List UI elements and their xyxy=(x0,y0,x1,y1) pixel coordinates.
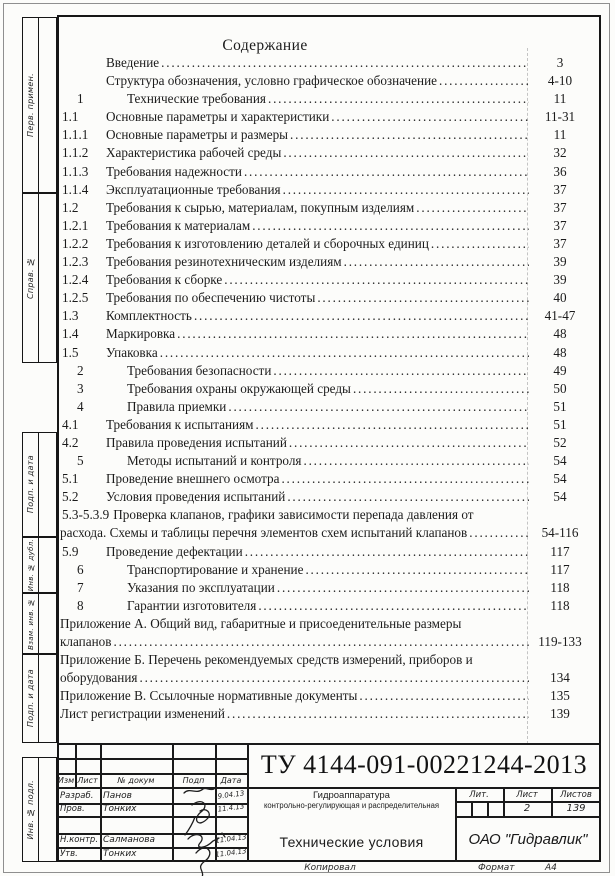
company-name: ОАО "Гидравлик" xyxy=(468,830,588,848)
toc-item-number: 7 xyxy=(77,579,84,595)
toc-row xyxy=(60,217,589,235)
toc-row xyxy=(60,434,589,452)
toc-item-number: 3 xyxy=(77,380,84,396)
toc-item-number: 5.3-5.3.9 xyxy=(62,507,110,523)
toc-page-number: 49 xyxy=(553,362,567,378)
toc-row xyxy=(60,470,589,488)
toc-row xyxy=(60,651,589,669)
toc-item-title-continued: клапанов xyxy=(60,634,112,649)
toc-page-number: 4-10 xyxy=(547,73,573,89)
dot-leader xyxy=(268,90,529,108)
toc-row xyxy=(60,398,589,416)
margin-field-label: Взам. инв. № xyxy=(26,597,35,650)
toc-item-number: 1.1.3 xyxy=(62,163,89,179)
dot-leader xyxy=(245,543,529,561)
toc-item-title: Правила приемки xyxy=(127,398,227,414)
toc-item-number: 4.1 xyxy=(62,416,79,432)
dot-leader xyxy=(303,452,529,470)
toc-page-number: 37 xyxy=(553,199,567,215)
toc-item-title: Гарантии изготовителя xyxy=(127,597,257,613)
toc-item-title: Требования к испытаниям xyxy=(106,416,254,432)
dot-leader xyxy=(290,126,529,144)
toc-item-title: Требования охраны окружающей среды xyxy=(127,380,351,396)
toc-item-number: 6 xyxy=(77,561,84,577)
toc-page-number: 37 xyxy=(553,217,567,233)
grid-line xyxy=(487,801,489,816)
toc-item-number: 5.9 xyxy=(62,543,79,559)
toc-item-number: 4 xyxy=(77,398,84,414)
lit-label: Лит. xyxy=(469,789,489,800)
toc-row xyxy=(60,380,589,398)
role-prov: Пров. xyxy=(60,804,85,814)
dot-leader xyxy=(353,380,529,398)
toc-page-number: 119-133 xyxy=(538,634,582,649)
toc-item-title: Методы испытаний и контроля xyxy=(127,453,302,469)
toc-row xyxy=(60,416,589,434)
toc-item-number: 1.5 xyxy=(62,344,79,360)
toc-item-title: Проведение дефектации xyxy=(106,543,243,559)
toc-item-number: 1.1.4 xyxy=(62,181,89,197)
margin-field-label-cell xyxy=(23,655,39,742)
margin-field-label: Подп. и дата xyxy=(26,455,35,514)
toc-page-number: 11 xyxy=(553,91,567,107)
toc-page-number: 40 xyxy=(553,290,567,306)
dot-leader xyxy=(227,705,529,723)
toc-list xyxy=(60,54,589,723)
margin-field-inv-no-podl xyxy=(22,757,57,862)
dot-leader xyxy=(344,253,529,271)
toc-row xyxy=(60,126,589,144)
product-name xyxy=(248,791,455,811)
margin-field-label: Справ. № xyxy=(26,257,35,299)
col-header-podp: Подп xyxy=(182,775,205,785)
toc-page-number: 54 xyxy=(553,489,567,505)
toc-item-title-continued: расхода. Схемы и таблицы перечня элементов схем испытаний клапанов xyxy=(60,525,468,541)
toc-item-number: 4.2 xyxy=(62,434,79,450)
toc-row xyxy=(60,344,589,362)
margin-field-value-cell xyxy=(39,594,56,653)
dot-leader xyxy=(277,579,529,597)
dot-leader xyxy=(305,561,529,579)
toc-page-number: 32 xyxy=(553,145,567,161)
dot-leader xyxy=(439,72,529,90)
dot-leader xyxy=(431,235,529,253)
toc-item-title: Основные параметры и характеристики xyxy=(106,109,330,125)
toc-page-number: 37 xyxy=(553,235,567,251)
name-utv: Тонких xyxy=(103,848,137,859)
toc-item-number: 1.2.1 xyxy=(62,217,89,233)
dot-leader xyxy=(287,488,529,506)
col-header-izm: Изм xyxy=(57,775,75,785)
toc-page-number: 118 xyxy=(550,597,570,613)
toc-item-number: 1.3 xyxy=(62,308,79,324)
toc-item-number: 1.2.4 xyxy=(62,272,89,288)
dot-leader xyxy=(283,144,529,162)
grid-line xyxy=(471,801,473,816)
dot-leader xyxy=(258,597,529,615)
toc-page-number: 48 xyxy=(553,326,567,342)
dot-leader xyxy=(194,307,529,325)
margin-field-vzam-inv-no xyxy=(22,593,57,654)
toc-page-number: 51 xyxy=(553,416,567,432)
toc-row xyxy=(60,452,589,470)
toc-page-number: 3 xyxy=(556,55,564,70)
toc-page-number: 52 xyxy=(553,434,567,450)
toc-page-number: 36 xyxy=(553,163,567,179)
toc-item-title: Эксплуатационные требования xyxy=(106,181,281,197)
margin-field-label: Инв. № дубл. xyxy=(26,538,35,592)
sheet-label: Лист xyxy=(516,789,538,800)
toc-item-title: Приложение Б. Перечень рекомендуемых средств измерений, приборов и xyxy=(60,652,473,668)
col-header-data: Дата xyxy=(220,775,242,785)
toc-row xyxy=(60,543,589,561)
signature-stroke xyxy=(185,817,195,835)
date-nkontr: 11.04.13 xyxy=(215,833,247,845)
toc-row xyxy=(60,615,589,633)
toc-item-title: Приложение А. Общий вид, габаритные и присоеденительные размеры xyxy=(60,615,462,631)
col-header-docum: № докум xyxy=(117,775,155,785)
toc-item-number: 5 xyxy=(77,453,84,469)
dot-leader xyxy=(359,687,529,705)
dot-leader xyxy=(416,199,529,217)
toc-item-title: Требования к материалам xyxy=(106,217,251,233)
document-type: Технические условия xyxy=(279,834,424,850)
name-prov: Тонких xyxy=(103,804,137,814)
toc-page-number: 11-31 xyxy=(544,109,576,125)
toc-page-number: 48 xyxy=(553,344,567,360)
toc-row xyxy=(60,72,589,90)
margin-field-label-cell xyxy=(23,594,39,653)
toc-row xyxy=(60,289,589,307)
dot-leader xyxy=(256,416,529,434)
dot-leader xyxy=(228,398,529,416)
toc-item-title: Правила проведения испытаний xyxy=(106,434,287,450)
toc-item-number: 1.1 xyxy=(62,109,79,125)
toc-row xyxy=(60,163,589,181)
toc-item-title: Основные параметры и размеры xyxy=(106,127,289,143)
toc-item-number: 8 xyxy=(77,597,84,613)
dot-leader xyxy=(160,344,529,362)
toc-item-title: Требования безопасности xyxy=(127,362,272,378)
toc-row xyxy=(60,705,589,723)
toc-item-title-continued: оборудования xyxy=(60,670,138,686)
toc-row xyxy=(60,235,589,253)
footer-copied-by: Копировал xyxy=(304,863,356,873)
toc-item-number: 1.2.3 xyxy=(62,254,89,270)
toc-row xyxy=(60,597,589,615)
margin-field-value-cell xyxy=(39,758,56,861)
toc-item-title: Введение xyxy=(106,55,160,70)
signature-stroke xyxy=(188,835,219,848)
toc-item-title: Транспортирование и хранение xyxy=(127,561,304,577)
toc-page-number: 54-116 xyxy=(541,525,579,541)
toc-item-number: 5.2 xyxy=(62,489,79,505)
toc-page-number: 39 xyxy=(553,272,567,288)
margin-field-value-cell xyxy=(39,194,56,362)
role-nkontr: Н.контр. xyxy=(60,835,99,845)
toc-page-number: 39 xyxy=(553,254,567,270)
toc-row xyxy=(60,181,589,199)
toc-item-title: Характеристика рабочей среды xyxy=(106,145,282,161)
date-razrab: 9.04.13 xyxy=(217,789,245,801)
toc-item-number: 1.2.5 xyxy=(62,290,89,306)
footer-format-value: А4 xyxy=(545,863,557,873)
dot-leader xyxy=(283,181,529,199)
toc-item-title: Приложение В. Ссылочные нормативные документы xyxy=(60,688,358,704)
toc-item-title: Технические требования xyxy=(127,91,266,107)
margin-field-value-cell xyxy=(39,538,56,592)
toc-item-number: 1.1.2 xyxy=(62,145,89,161)
sheets-total: 139 xyxy=(566,803,586,814)
margin-field-label: Подп. и дата xyxy=(26,669,35,728)
dot-leader xyxy=(113,633,529,651)
toc-row xyxy=(60,488,589,506)
toc-page-number: 54 xyxy=(553,471,567,487)
signature-stroke xyxy=(184,788,214,793)
role-utv: Утв. xyxy=(60,848,78,859)
toc-page-number: 50 xyxy=(553,380,567,396)
dot-leader xyxy=(252,217,529,235)
toc-item-title: Упаковка xyxy=(106,344,158,360)
toc-page-number: 11 xyxy=(553,127,567,143)
toc-row xyxy=(60,325,589,343)
margin-field-sprav-no xyxy=(22,193,57,363)
dot-leader xyxy=(244,163,529,181)
toc-item-number: 1.1.1 xyxy=(62,127,89,143)
toc-item-number: 2 xyxy=(77,362,84,378)
sheets-label: Листов xyxy=(560,789,592,800)
dot-leader xyxy=(224,271,529,289)
product-name-line2: контрольно-регулирующая и распределительная xyxy=(263,801,440,810)
toc-page-number: 117 xyxy=(550,543,570,559)
dot-leader xyxy=(139,669,529,687)
dot-leader xyxy=(317,289,529,307)
toc-row xyxy=(60,144,589,162)
dot-leader xyxy=(289,434,529,452)
toc-page-number: 135 xyxy=(550,688,570,704)
toc-item-title: Требования к сырью, материалам, покупным изделиям xyxy=(106,199,415,215)
toc-item-title: Структура обозначения, условно графическое обозначение xyxy=(106,73,437,89)
document-number: ТУ 4144-091-00221244-2013 xyxy=(260,750,588,779)
toc-page-number: 134 xyxy=(550,670,570,686)
role-razrab: Разраб. xyxy=(60,790,94,801)
product-name-line1: Гидроаппаратура xyxy=(313,790,390,801)
toc-item-title: Требования к сборке xyxy=(106,272,223,288)
toc-item-title: Маркировка xyxy=(106,326,176,342)
toc-row-continuation xyxy=(60,633,589,651)
toc-page-number: 37 xyxy=(553,181,567,197)
date-utv: 11.04.13 xyxy=(215,847,247,859)
dot-leader xyxy=(331,108,529,126)
toc-item-number: 1.2.2 xyxy=(62,235,89,251)
toc-heading: Содержание xyxy=(222,37,308,54)
toc-item-title: Лист регистрации изменений xyxy=(60,706,225,722)
toc-item-number: 5.1 xyxy=(62,471,79,487)
col-header-list: Лист xyxy=(77,775,98,785)
margin-field-label-cell xyxy=(23,758,39,861)
toc-item-title: Проверка клапанов, графики зависимости перепада давления от xyxy=(113,507,474,523)
name-razrab: Панов xyxy=(103,790,132,801)
margin-field-label: Инв. № подл. xyxy=(26,779,35,840)
margin-field-label: Перв. примен. xyxy=(26,73,35,137)
toc-row xyxy=(60,271,589,289)
toc-item-title: Комплектность xyxy=(106,308,192,324)
name-nkontr: Салманова xyxy=(103,835,156,845)
toc-item-number: 1.2 xyxy=(62,199,79,215)
toc-row xyxy=(60,90,589,108)
toc-row xyxy=(60,253,589,271)
signature-stroke xyxy=(222,833,225,837)
toc-item-title: Требования резинотехническим изделиям xyxy=(106,254,342,270)
margin-field-label-cell xyxy=(23,433,39,536)
margin-field-inv-no-dubl xyxy=(22,537,57,593)
toc-row-continuation xyxy=(60,524,589,542)
date-prov: 11.4.13 xyxy=(217,802,245,814)
toc-row xyxy=(60,362,589,380)
margin-field-podp-i-data-1 xyxy=(22,432,57,537)
grid-line xyxy=(57,758,247,760)
toc-page-number: 54 xyxy=(553,453,567,469)
toc-row xyxy=(60,108,589,126)
toc-row xyxy=(60,687,589,705)
dot-leader xyxy=(281,470,529,488)
margin-field-podp-i-data-2 xyxy=(22,654,57,743)
margin-field-value-cell xyxy=(39,433,56,536)
toc-row-continuation xyxy=(60,669,589,687)
toc-item-title: Указания по эксплуатации xyxy=(127,579,275,595)
footer-format-label: Формат xyxy=(478,863,515,873)
dot-leader xyxy=(161,54,529,72)
toc-item-title: Проведение внешнего осмотра xyxy=(106,471,280,487)
margin-field-label-cell xyxy=(23,538,39,592)
toc-item-title: Требования надежности xyxy=(106,163,242,179)
toc-item-number: 1 xyxy=(77,91,84,107)
toc-row xyxy=(60,506,589,524)
toc-row xyxy=(60,199,589,217)
toc-row xyxy=(60,561,589,579)
margin-field-label-cell xyxy=(23,194,39,362)
dot-leader xyxy=(469,524,529,542)
toc-row xyxy=(60,307,589,325)
sheet-number: 2 xyxy=(523,803,531,814)
margin-field-value-cell xyxy=(39,655,56,742)
toc-page-number: 118 xyxy=(550,579,570,595)
toc-item-number: 1.4 xyxy=(62,326,79,342)
dot-leader xyxy=(273,362,529,380)
toc-row xyxy=(60,54,589,72)
toc-row xyxy=(60,579,589,597)
toc-item-title: Требования по обеспечению чистоты xyxy=(106,290,316,306)
toc-item-title: Требования к изготовлению деталей и сборочных единиц xyxy=(106,235,429,251)
dot-leader xyxy=(177,325,529,343)
toc-item-title: Условия проведения испытаний xyxy=(106,489,286,505)
toc-page-number: 51 xyxy=(553,398,567,414)
toc-page-number: 139 xyxy=(550,706,570,722)
toc-page-number: 117 xyxy=(550,561,570,577)
toc-page-number: 41-47 xyxy=(544,308,576,324)
